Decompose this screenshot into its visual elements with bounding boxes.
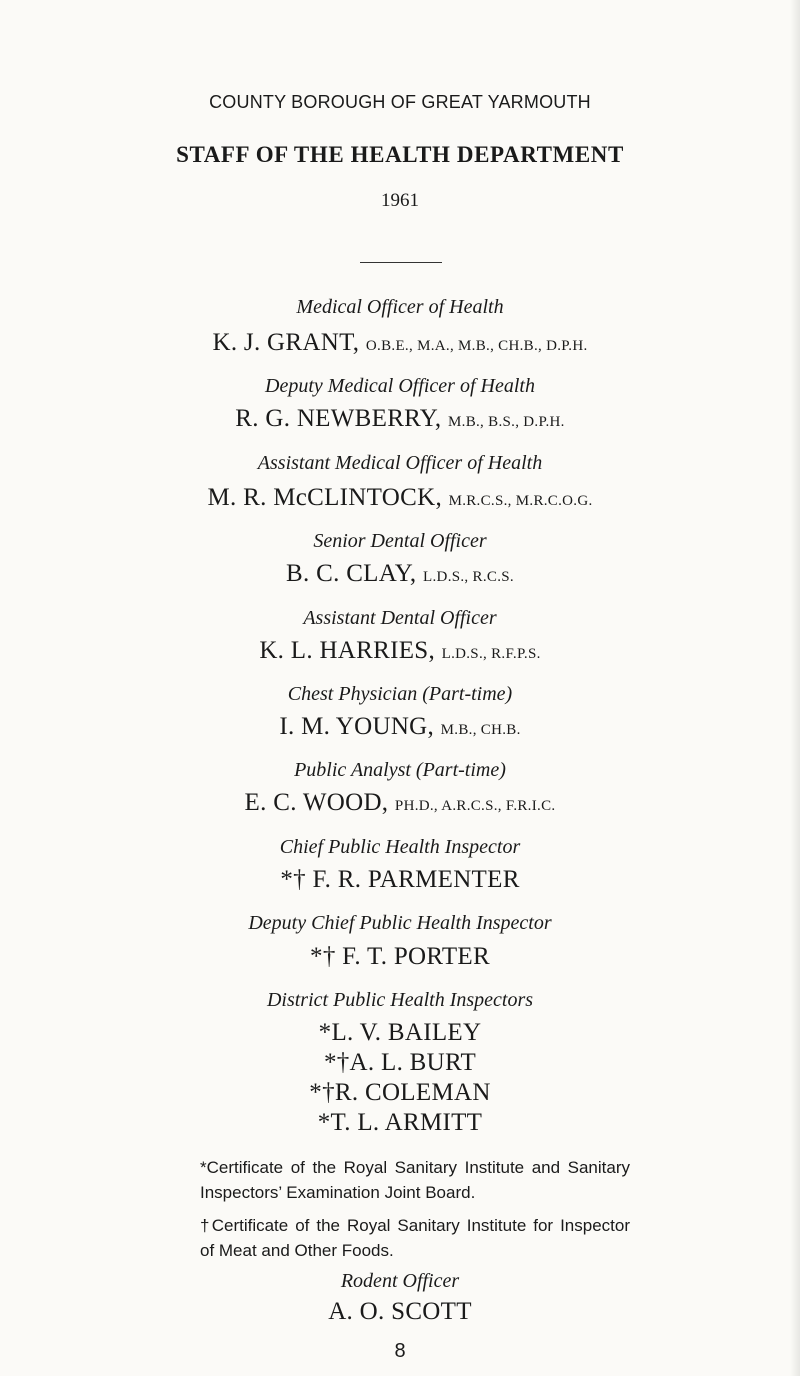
staff-qualifications: PH.D., A.R.C.S., F.R.I.C.	[394, 798, 556, 814]
staff-name: E. C. WOOD,	[244, 789, 389, 816]
divider-rule	[360, 262, 442, 263]
role-deputy-medical-officer: Deputy Medical Officer of Health	[265, 375, 535, 397]
name-deputy-chief-inspector: *† F. T. PORTER	[310, 943, 490, 970]
staff-qualifications: L.D.S., R.C.S.	[423, 569, 514, 585]
role-senior-dental-officer: Senior Dental Officer	[313, 530, 487, 552]
role-public-analyst: Public Analyst (Part-time)	[294, 759, 506, 781]
role-deputy-chief-inspector: Deputy Chief Public Health Inspector	[248, 912, 552, 934]
footnote-meat-certificate: †Certificate of the Royal Sanitary Institute for Inspector of Meat and Other Foods.	[200, 1216, 630, 1260]
county-heading: COUNTY BOROUGH OF GREAT YARMOUTH	[209, 92, 591, 112]
role-assistant-dental-officer: Assistant Dental Officer	[303, 607, 497, 629]
staff-qualifications: M.B., CH.B.	[440, 722, 521, 738]
staff-qualifications: M.R.C.S., M.R.C.O.G.	[448, 493, 593, 509]
district-inspector-name: *†R. COLEMAN	[309, 1079, 491, 1106]
district-inspector-name: *†A. L. BURT	[323, 1049, 477, 1076]
name-assistant-medical-officer	[0, 484, 800, 512]
name-chest-physician	[0, 713, 800, 741]
name-senior-dental-officer	[0, 560, 800, 588]
staff-qualifications: O.B.E., M.A., M.B., CH.B., D.P.H.	[365, 338, 588, 354]
report-year: 1961	[381, 190, 419, 211]
name-public-analyst	[0, 789, 800, 817]
district-inspector-name: *L. V. BAILEY	[318, 1019, 482, 1046]
name-chief-inspector: *† F. R. PARMENTER	[280, 866, 520, 893]
role-rodent-officer: Rodent Officer	[340, 1270, 460, 1292]
name-assistant-dental-officer	[0, 637, 800, 665]
staff-qualifications: L.D.S., R.F.P.S.	[441, 646, 541, 662]
page-edge-shadow	[790, 0, 800, 1376]
department-title: STAFF OF THE HEALTH DEPARTMENT	[176, 142, 624, 167]
staff-name: K. L. HARRIES,	[259, 637, 436, 664]
staff-name: M. R. McCLINTOCK,	[207, 484, 442, 511]
staff-qualifications: M.B., B.S., D.P.H.	[448, 414, 565, 430]
district-inspector-name: *T. L. ARMITT	[317, 1109, 483, 1136]
role-chief-inspector: Chief Public Health Inspector	[279, 836, 521, 858]
role-district-inspectors: District Public Health Inspectors	[266, 989, 534, 1011]
name-medical-officer	[0, 329, 800, 357]
name-deputy-medical-officer	[0, 405, 800, 433]
role-assistant-medical-officer: Assistant Medical Officer of Health	[257, 452, 543, 474]
staff-name: R. G. NEWBERRY,	[235, 405, 442, 432]
staff-name: K. J. GRANT,	[212, 329, 360, 356]
role-chest-physician: Chest Physician (Part-time)	[287, 683, 513, 705]
name-rodent-officer: A. O. SCOTT	[328, 1298, 472, 1325]
footnote-rsi-certificate: *Certificate of the Royal Sanitary Institute and Sanitary Inspectors’ Examination Joint Board.	[200, 1158, 630, 1202]
staff-name: I. M. YOUNG,	[279, 713, 435, 740]
role-medical-officer: Medical Officer of Health	[296, 296, 504, 318]
page-number: 8	[394, 1340, 406, 1362]
staff-name: B. C. CLAY,	[286, 560, 417, 587]
